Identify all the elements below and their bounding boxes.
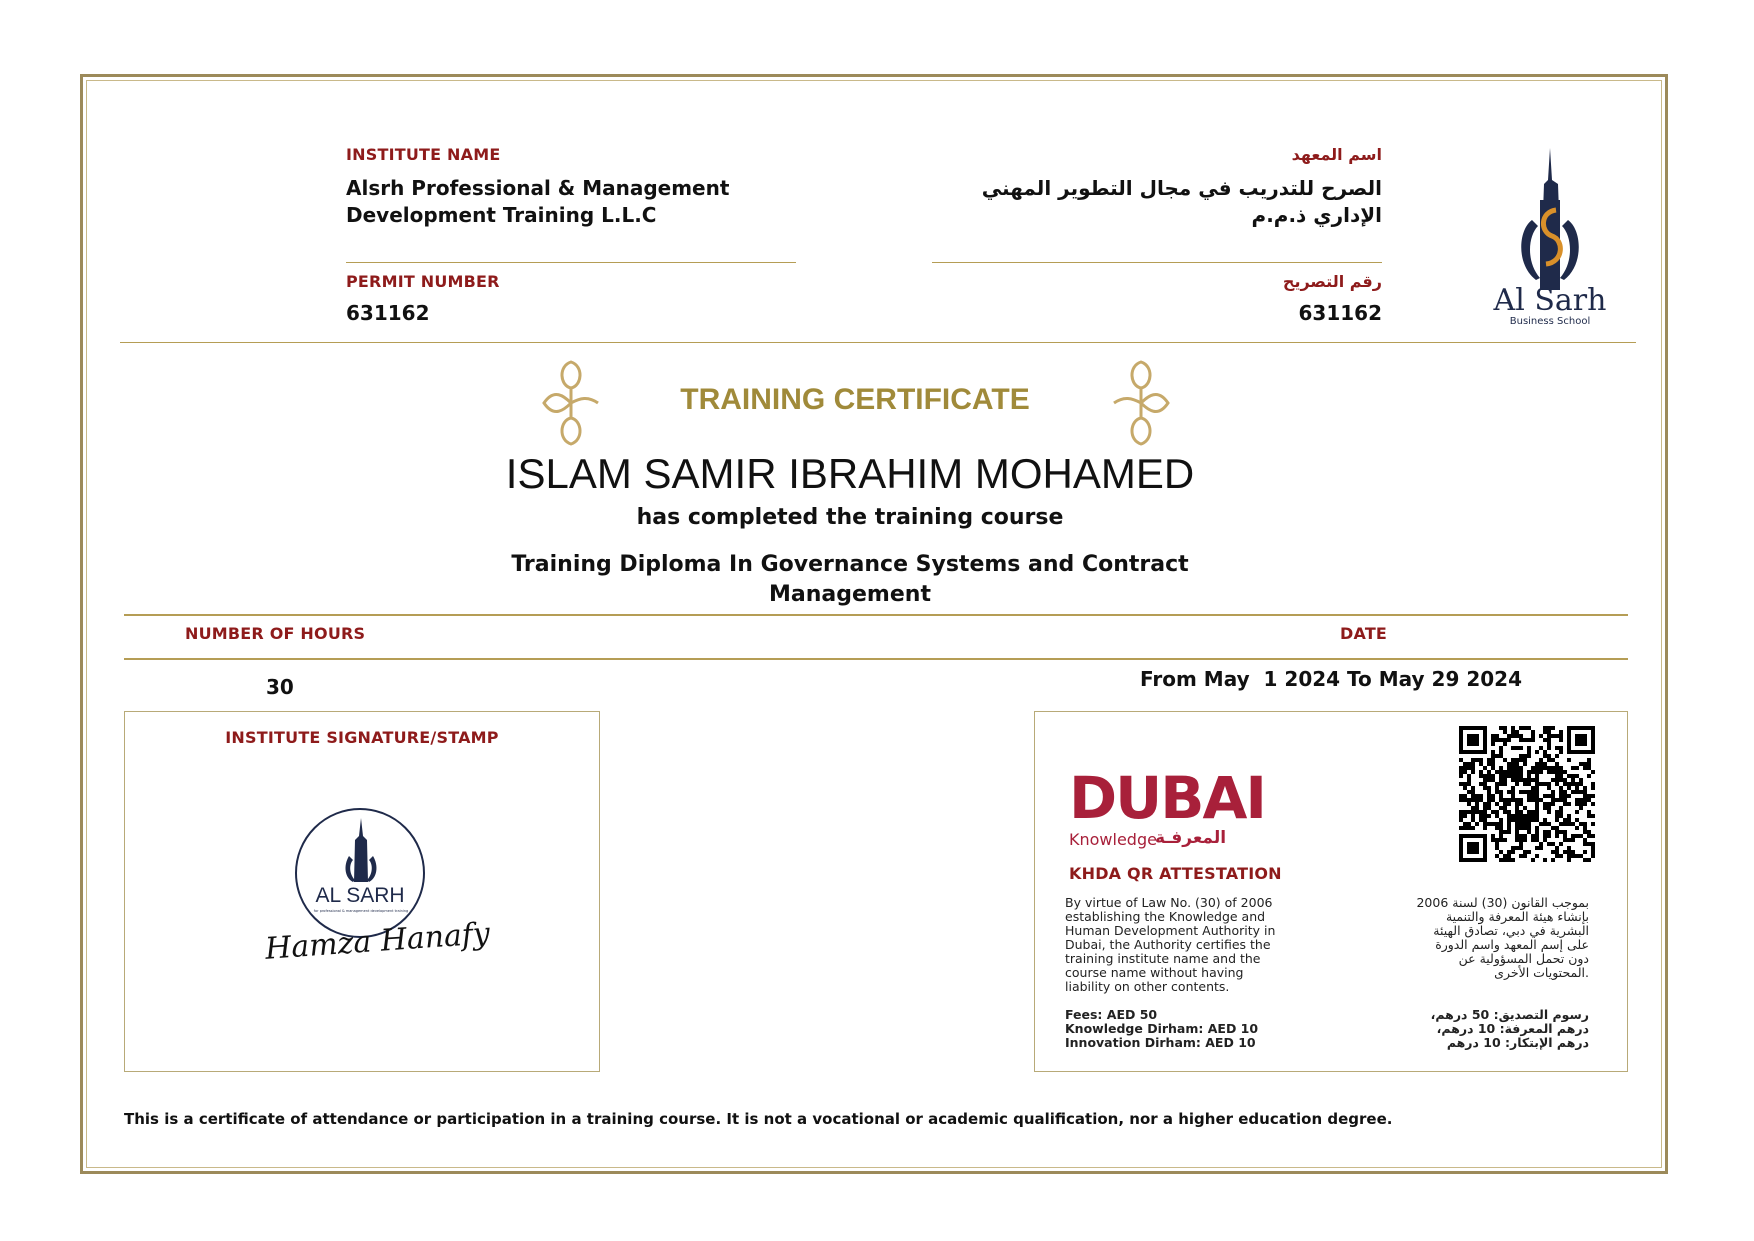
institute-name-label-ar: اسم المعهد — [1291, 145, 1382, 164]
khda-title: KHDA QR ATTESTATION — [1069, 864, 1282, 883]
dubai-logo-text: DUBAI — [1069, 764, 1265, 832]
details-top-divider — [124, 614, 1628, 616]
signature-label: INSTITUTE SIGNATURE/STAMP — [225, 728, 499, 747]
logo-brand-text: Al Sarh — [1493, 283, 1607, 318]
certificate-title: TRAINING CERTIFICATE — [680, 383, 1030, 416]
institute-en-underline — [346, 262, 796, 263]
khda-en-line: establishing the Knowledge and — [1065, 909, 1266, 924]
recipient-name: ISLAM SAMIR IBRAHIM MOHAMED — [505, 450, 1195, 497]
course-name-line1: Training Diploma In Governance Systems and Contract — [511, 552, 1189, 577]
khda-ar-line: دون تحمل المسؤولية عن — [1458, 951, 1589, 966]
course-name-line2: Management — [769, 582, 931, 607]
course-name — [300, 550, 1400, 610]
footer-disclaimer: This is a certificate of attendance or participation in a training course. It is not a vocational or academic qualification, nor a higher education degree. — [124, 1110, 1393, 1128]
handwritten-signature: Hamza Hanafy — [264, 916, 491, 967]
khda-fees-ar — [1345, 1008, 1589, 1050]
logo-subtitle-text: Business School — [1509, 316, 1591, 327]
khda-box — [1034, 711, 1628, 1072]
khda-ar-text — [1345, 896, 1589, 980]
khda-fee-line: Knowledge Dirham: AED 10 — [1065, 1021, 1259, 1036]
khda-ar-line: .المحتويات الأخرى — [1494, 965, 1589, 980]
stamp-text: AL SARH — [315, 884, 405, 907]
khda-fee-line: Fees: AED 50 — [1065, 1007, 1158, 1022]
stamp-tagline: for professional & management development training — [313, 909, 409, 913]
qr-code-icon — [1459, 726, 1595, 862]
ornament-right-icon — [1110, 358, 1172, 448]
permit-number-label: PERMIT NUMBER — [346, 272, 500, 291]
stamp-circle — [295, 808, 425, 938]
signature-box — [124, 711, 600, 1072]
khda-ar-line: على إسم المعهد واسم الدورة — [1435, 937, 1589, 952]
knowledge-logo-en: Knowledge — [1069, 830, 1157, 849]
permit-number-value: 631162 — [346, 301, 430, 325]
khda-fees-en — [1065, 1008, 1335, 1050]
khda-en-line: Human Development Authority in — [1065, 923, 1276, 938]
header-divider — [120, 342, 1636, 343]
khda-en-line: training institute name and the — [1065, 951, 1261, 966]
khda-ar-line: البشرية في دبي، تصادق الهيئة — [1433, 923, 1589, 938]
details-bottom-divider — [124, 658, 1628, 660]
institute-ar-underline — [932, 262, 1382, 263]
stamp-tower-icon — [341, 816, 381, 886]
permit-number-label-ar: رقم التصريح — [1282, 272, 1382, 291]
khda-fee-line: Innovation Dirham: AED 10 — [1065, 1035, 1256, 1050]
institute-name-en-line2: Development Training L.L.C — [346, 203, 657, 227]
khda-en-line: course name without having — [1065, 965, 1244, 980]
khda-en-text — [1065, 896, 1335, 994]
institute-name-label: INSTITUTE NAME — [346, 145, 501, 164]
institute-name-en-line1: Alsrh Professional & Management — [346, 176, 730, 200]
institute-name-ar-line1: الصرح للتدريب في مجال التطوير المهني — [981, 176, 1382, 200]
ornament-left-icon — [540, 358, 602, 448]
khda-en-line: By virtue of Law No. (30) of 2006 — [1065, 895, 1273, 910]
alsarh-logo — [1480, 140, 1620, 330]
khda-en-line: Dubai, the Authority certifies the — [1065, 937, 1271, 952]
institute-name-en — [346, 175, 729, 229]
khda-fee-ar-line: رسوم التصديق: 50 درهم، — [1430, 1007, 1589, 1022]
khda-ar-line: بموجب القانون (30) لسنة 2006 — [1416, 895, 1589, 910]
khda-fee-ar-line: درهم الإبتكار: 10 درهم — [1446, 1035, 1589, 1050]
hours-value: 30 — [266, 675, 294, 699]
date-value: From May 1 2024 To May 29 2024 — [1140, 667, 1522, 691]
khda-ar-line: بإنشاء هيئة المعرفة والتنمية — [1445, 909, 1589, 924]
knowledge-logo-ar: المعرفـة — [1155, 828, 1227, 848]
khda-en-line: liability on other contents. — [1065, 979, 1230, 994]
institute-name-ar-line2: الإداري ذ.م.م — [1251, 203, 1382, 227]
alsarh-tower-icon — [1480, 140, 1620, 330]
hours-label: NUMBER OF HOURS — [185, 624, 366, 643]
khda-fee-ar-line: درهم المعرفة: 10 درهم، — [1436, 1021, 1589, 1036]
institute-name-ar — [900, 175, 1382, 229]
permit-number-value-ar: 631162 — [1298, 301, 1382, 325]
qr-code[interactable] — [1459, 726, 1595, 862]
date-label: DATE — [1340, 624, 1388, 643]
completed-text: has completed the training course — [636, 505, 1064, 530]
